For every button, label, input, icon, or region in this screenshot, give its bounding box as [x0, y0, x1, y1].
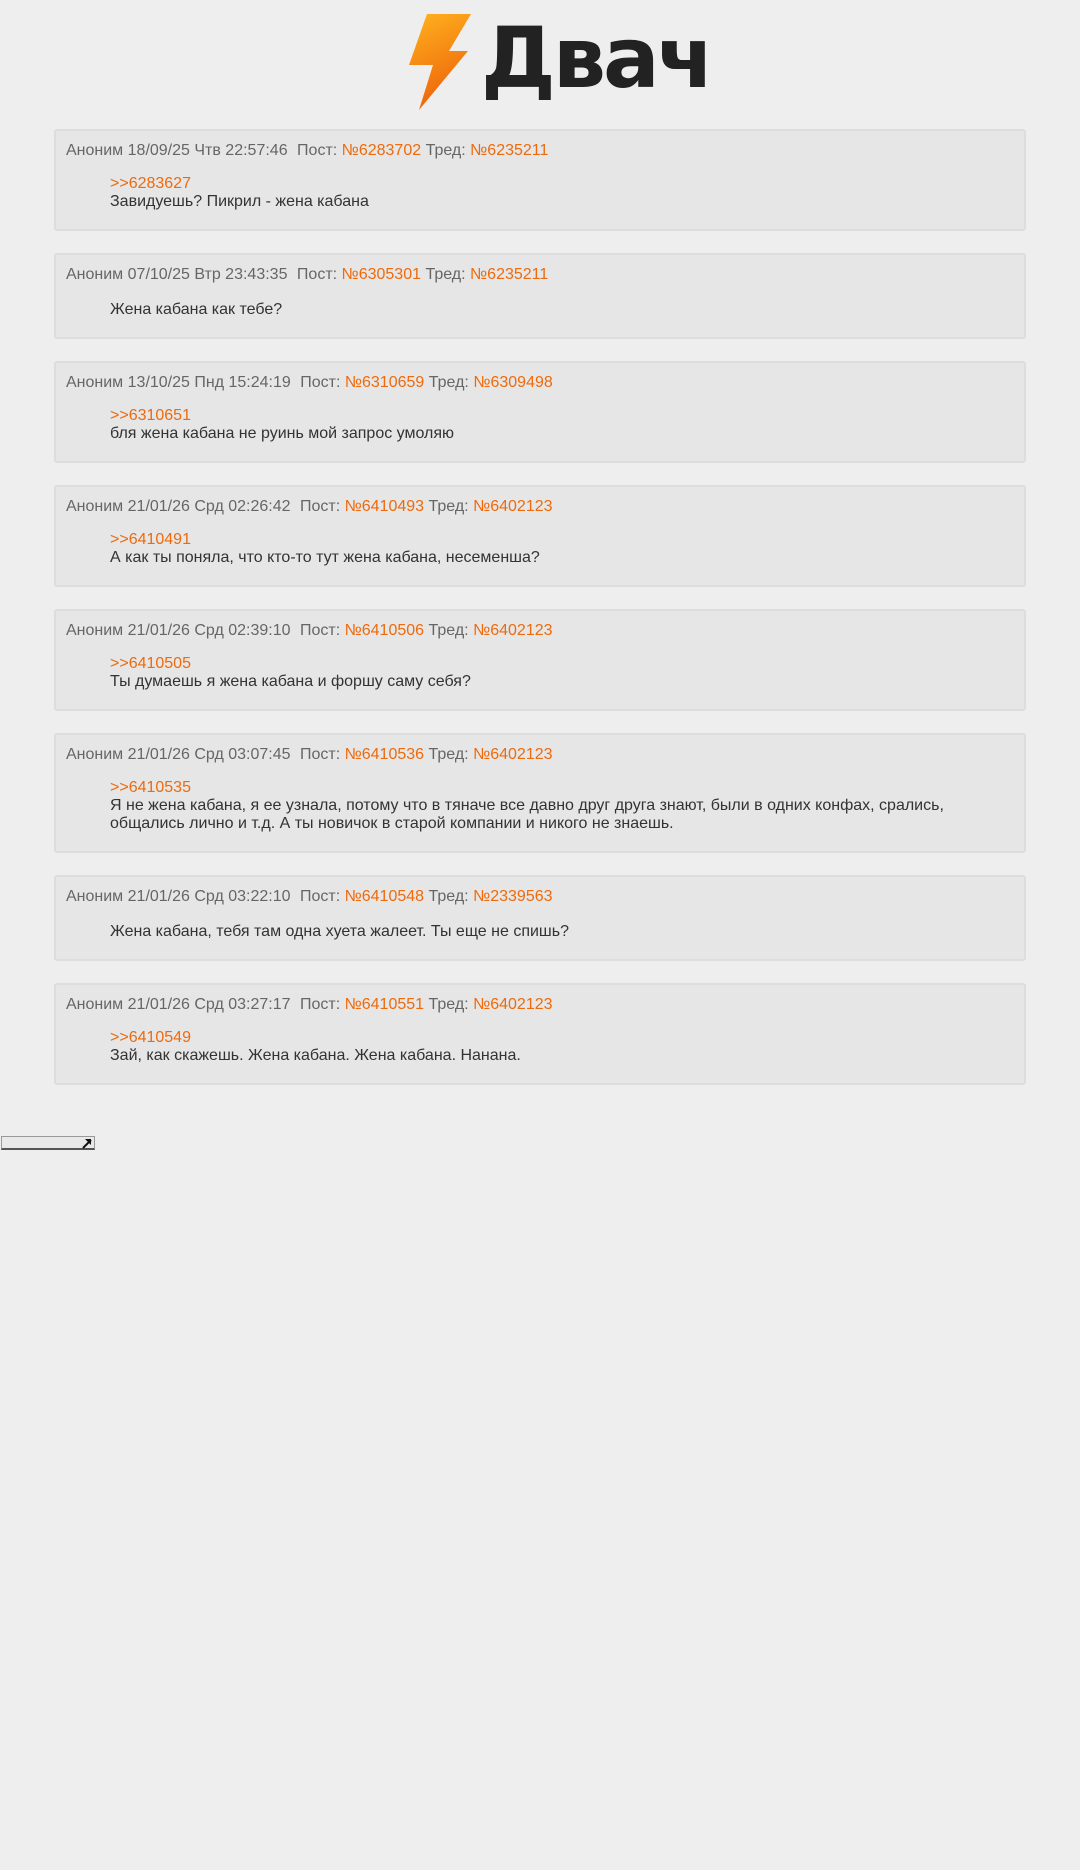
- post-body: [110, 1029, 1014, 1065]
- post-text: Жена кабана, тебя там одна хуета жалеет. Ты еще не спишь?: [110, 923, 569, 940]
- post-datetime: 07/10/25 Втр 23:43:35: [127, 266, 288, 283]
- post-label: Пост:: [299, 888, 341, 905]
- post-label: Пост:: [299, 498, 341, 515]
- thread-label: Тред:: [428, 374, 469, 391]
- thread-number-link[interactable]: №6235211: [470, 142, 549, 159]
- post-label: Пост:: [296, 266, 338, 283]
- post-label: Пост:: [299, 746, 341, 763]
- post-header: [66, 621, 1014, 641]
- post-author: Аноним: [66, 142, 124, 159]
- reply-link[interactable]: >>6410535: [110, 779, 191, 796]
- post-datetime: 18/09/25 Чтв 22:57:46: [127, 142, 288, 159]
- post-body: [110, 531, 1014, 567]
- post: [54, 485, 1026, 587]
- thread-number-link[interactable]: №6402123: [473, 622, 553, 639]
- reply-link[interactable]: >>6410491: [110, 531, 191, 548]
- post-list: [54, 129, 1026, 1107]
- post-header: [66, 995, 1014, 1015]
- post-header: [66, 745, 1014, 765]
- post-author: Аноним: [66, 996, 124, 1013]
- reply-link[interactable]: >>6410505: [110, 655, 191, 672]
- post-number-link[interactable]: №6410493: [344, 498, 425, 515]
- site-logo-text: Двач: [481, 9, 712, 107]
- site-logo[interactable]: [405, 9, 712, 112]
- site-header: [0, 0, 1080, 125]
- post-author: Аноним: [66, 888, 124, 905]
- thread-number-link[interactable]: №2339563: [473, 888, 553, 905]
- thread-label: Тред:: [428, 622, 469, 639]
- post-body: [110, 301, 1014, 319]
- post-text: бля жена кабана не руинь мой запрос умоляю: [110, 425, 455, 442]
- post-label: Пост:: [299, 996, 341, 1013]
- expand-arrow-icon: [81, 1137, 93, 1149]
- thread-label: Тред:: [428, 498, 469, 515]
- post: [54, 609, 1026, 711]
- post-header: [66, 497, 1014, 517]
- post-datetime: 21/01/26 Срд 02:39:10: [127, 622, 291, 639]
- post-body: [110, 655, 1014, 691]
- post: [54, 983, 1026, 1085]
- post-label: Пост:: [300, 374, 341, 391]
- thread-label: Тред:: [428, 746, 469, 763]
- thread-number-link[interactable]: №6402123: [473, 746, 553, 763]
- post-datetime: 21/01/26 Срд 03:27:17: [127, 996, 291, 1013]
- post-number-link[interactable]: №6410536: [344, 746, 425, 763]
- post-text: Завидуешь? Пикрил - жена кабана: [110, 193, 369, 210]
- post-datetime: 21/01/26 Срд 03:07:45: [127, 746, 291, 763]
- post-datetime: 21/01/26 Срд 02:26:42: [127, 498, 291, 515]
- post-text: Ты думаешь я жена кабана и форшу саму себя?: [110, 673, 471, 690]
- thread-number-link[interactable]: №6402123: [473, 498, 553, 515]
- post-label: Пост:: [297, 142, 338, 159]
- post: [54, 253, 1026, 339]
- post-datetime: 13/10/25 Пнд 15:24:19: [127, 374, 291, 391]
- lightning-bolt-icon: [405, 13, 473, 111]
- thread-number-link[interactable]: №6402123: [473, 996, 553, 1013]
- thread-number-link[interactable]: №6235211: [470, 266, 549, 283]
- post-number-link[interactable]: №6410548: [344, 888, 425, 905]
- post-number-link[interactable]: №6310659: [344, 374, 425, 391]
- thread-number-link[interactable]: №6309498: [473, 374, 553, 391]
- post: [54, 129, 1026, 231]
- post-body: [110, 779, 1014, 833]
- post-header: [66, 887, 1014, 907]
- post-body: [110, 407, 1014, 443]
- reply-link[interactable]: >>6410549: [110, 1029, 191, 1046]
- post-label: Пост:: [299, 622, 341, 639]
- post-author: Аноним: [66, 622, 124, 639]
- post-number-link[interactable]: №6410551: [344, 996, 425, 1013]
- reply-link[interactable]: >>6283627: [110, 175, 191, 192]
- thread-label: Тред:: [428, 996, 469, 1013]
- thread-label: Тред:: [425, 266, 466, 283]
- post-number-link[interactable]: №6283702: [341, 142, 422, 159]
- post: [54, 733, 1026, 853]
- post-header: [66, 141, 1014, 161]
- post-author: Аноним: [66, 746, 124, 763]
- post-datetime: 21/01/26 Срд 03:22:10: [127, 888, 291, 905]
- post: [54, 875, 1026, 961]
- resize-handle[interactable]: [1, 1136, 95, 1150]
- post-header: [66, 265, 1014, 285]
- post-author: Аноним: [66, 374, 124, 391]
- post: [54, 361, 1026, 463]
- post-number-link[interactable]: №6305301: [341, 266, 421, 283]
- post-body: [110, 923, 1014, 941]
- reply-link[interactable]: >>6310651: [110, 407, 191, 424]
- thread-label: Тред:: [425, 142, 466, 159]
- post-number-link[interactable]: №6410506: [344, 622, 425, 639]
- post-author: Аноним: [66, 498, 124, 515]
- post-text: Я не жена кабана, я ее узнала, потому что в тяначе все давно друг друга знают, были в одних конфах, срались, общались лично и т.д. А ты новичок в старой компании и никого не знаешь.: [110, 797, 944, 832]
- post-body: [110, 175, 1014, 211]
- thread-label: Тред:: [428, 888, 469, 905]
- post-header: [66, 373, 1014, 393]
- post-text: Жена кабана как тебе?: [110, 301, 283, 318]
- post-text: А как ты поняла, что кто-то тут жена кабана, несеменша?: [110, 549, 540, 566]
- post-text: Зай, как скажешь. Жена кабана. Жена кабана. Нанана.: [110, 1047, 521, 1064]
- post-author: Аноним: [66, 266, 124, 283]
